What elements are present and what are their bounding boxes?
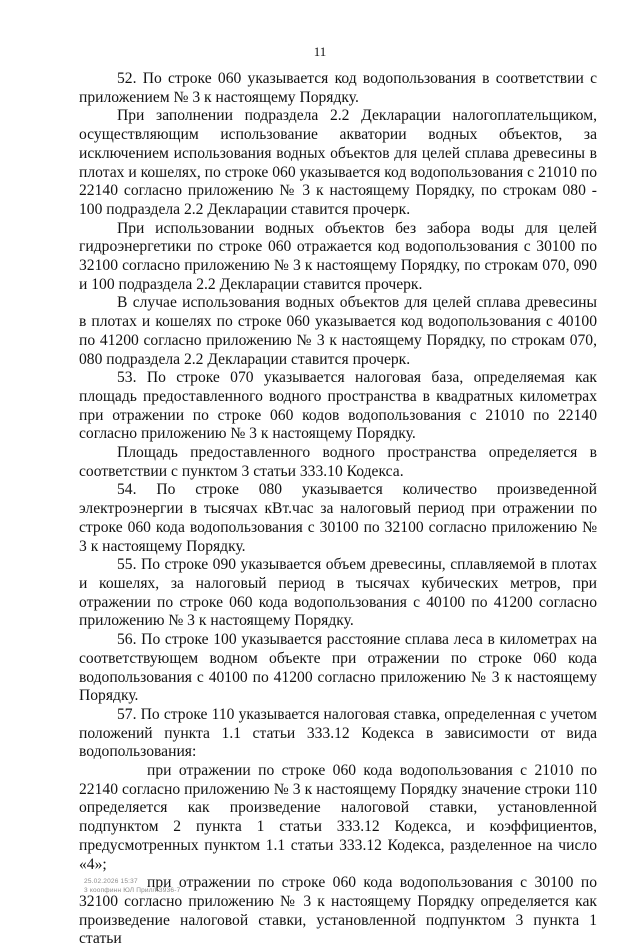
- paragraph: При заполнении подраздела 2.2 Декларации налогоплательщиком, осуществляющим использование акватории водных объектов, за исключением использования водных объектов для целей сплава древесины в плотах и кошелях, по строке 060 указывается код водопользования с 21010 по 22140 согласно приложению № 3 к настоящему Порядку, по строкам 080 - 100 подраздела 2.2 Декларации ставится прочерк.: [79, 107, 597, 218]
- footer-timestamp: 25.02.2026 15:37: [84, 878, 138, 885]
- paragraph: 53. По строке 070 указывается налоговая база, определяемая как площадь предоставленного водного пространства в квадратных километрах при отражении по строке 060 кодов водопользования с 21010 по 22140 согласно приложению № 3 к настоящему Порядку.: [79, 369, 597, 443]
- paragraph: при отражении по строке 060 кода водопользования с 30100 по 32100 согласно приложению № 3 к настоящему Порядку определяется как произведение налоговой ставки, установленной подпунктом 3 пункта 1 статьи: [79, 874, 597, 948]
- paragraph: Площадь предоставленного водного пространства определяется в соответствии с пунктом 3 статьи 333.10 Кодекса.: [79, 444, 597, 480]
- paragraph: 57. По строке 110 указывается налоговая ставка, определенная с учетом положений пункта 1.1 статьи 333.12 Кодекса в зависимости от вида водопользования:: [79, 705, 597, 761]
- page-number: 11: [313, 44, 327, 59]
- paragraph: 55. По строке 090 указывается объем древесины, сплавляемой в плотах и кошелях, за налоговый период в тысячах кубических метров, при отражении по строке 060 кода водопользования с 40100 по 41200 согласно приложению № 3 к настоящему Порядку.: [79, 556, 597, 630]
- footer-document-id: 3 коопфинн ЮЛ Прил/КЗ936-7: [84, 887, 181, 894]
- paragraph: 56. По строке 100 указывается расстояние сплава леса в километрах на соответствующем водном объекте при отражении по строке 060 кода водопользования с 40100 по 41200 согласно приложению № 3 к настоящему Порядку.: [79, 631, 597, 705]
- paragraph: при отражении по строке 060 кода водопользования с 21010 по 22140 согласно приложению № 3 к настоящему Порядку значение строки 110 определяется как произведение налоговой ставки, установленной подпунктом 2 пункта 1 статьи 333.12 Кодекса, и коэффициентов, предусмотренных пунктом 1.1 статьи 333.12 Кодекса, разделенное на число «4»;: [79, 762, 597, 873]
- paragraph: В случае использования водных объектов для целей сплава древесины в плотах и кошелях по строке 060 указывается код водопользования с 40100 по 41200 согласно приложению № 3 к настоящему Порядку, по строкам 070, 080 подраздела 2.2 Декларации ставится прочерк.: [79, 294, 597, 368]
- body-text: [79, 70, 597, 949]
- paragraph: При использовании водных объектов без забора воды для целей гидроэнергетики по строке 060 отражается код водопользования с 30100 по 32100 согласно приложению № 3 к настоящему Порядку, по строкам 070, 090 и 100 подраздела 2.2 Декларации ставится прочерк.: [79, 219, 597, 293]
- paragraph: 52. По строке 060 указывается код водопользования в соответствии с приложением № 3 к настоящему Порядку.: [79, 70, 597, 106]
- paragraph: 54. По строке 080 указывается количество произведенной электроэнергии в тысячах кВт.час за налоговый период при отражении по строке 060 кода водопользования с 30100 по 32100 согласно приложению № 3 к настоящему Порядку.: [79, 481, 597, 555]
